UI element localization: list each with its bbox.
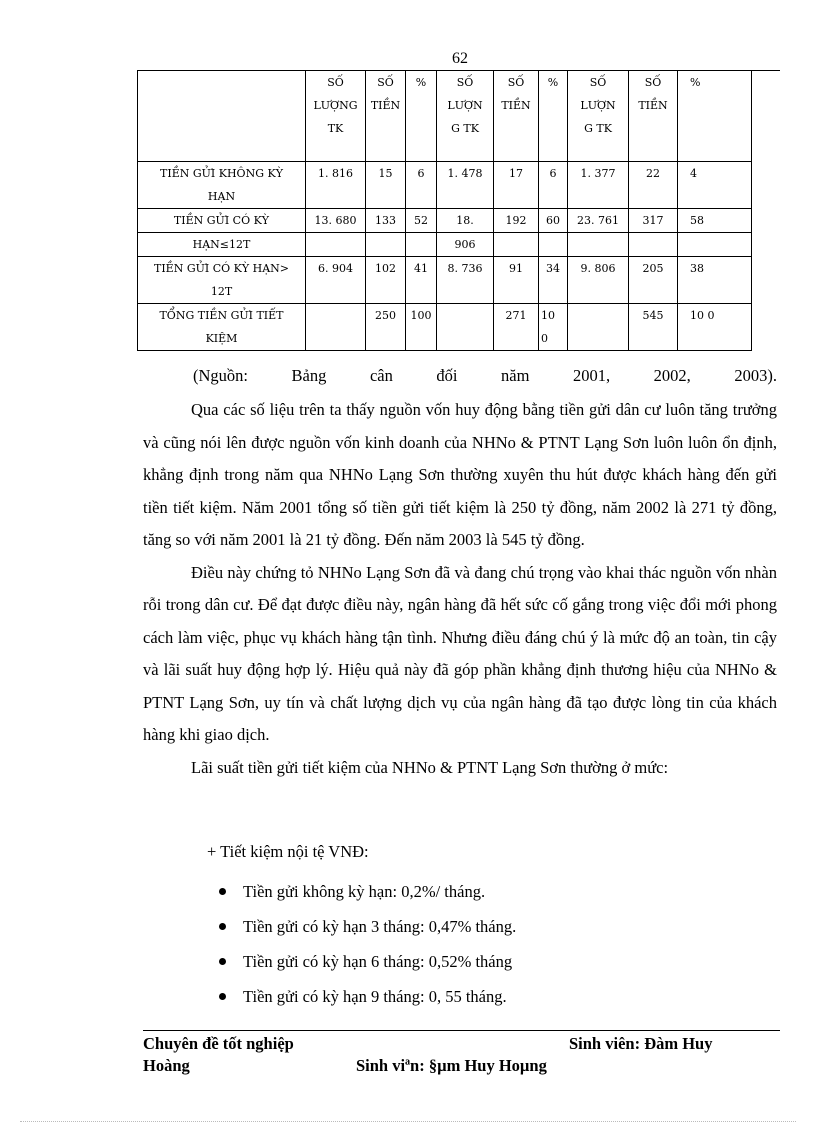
table-cell	[568, 304, 629, 351]
bullet-icon	[219, 958, 226, 965]
table-cell: 17	[494, 162, 539, 209]
source-word: cân	[369, 366, 393, 385]
table-cell: 1. 478	[437, 162, 494, 209]
footer-rule	[143, 1030, 780, 1031]
table-cell	[306, 233, 366, 257]
paragraph: Qua các số liệu trên ta thấy nguồn vốn huy động bằng tiền gửi dân cư luôn tăng trưởng và cũng nói lên được nguồn vốn kinh doanh của NHNo & PTNT Lạng Sơn luôn luôn ổn định, khẳng định trong năm qua NHNo Lạng Sơn thường xuyên thu hút được khách hàng đến gửi tiền tiết kiệm. Năm 2001 tổng số tiền gửi tiết kiệm là 250 tỷ đồng, năm 2002 là 271 tỷ đồng, tăng so với năm 2001 là 21 tỷ đồng. Đến năm 2003 là 545 tỷ đồng.	[143, 400, 777, 549]
table-header-cell: SỐ TIỀN	[629, 71, 678, 162]
table-cell: 317	[629, 209, 678, 233]
table-cell: 133	[366, 209, 406, 233]
table-cell: 10 0	[678, 304, 752, 351]
table-header-cell: %	[406, 71, 437, 162]
table-row-label: TIỀN GỬI CÓ KỲ	[138, 209, 306, 233]
table-row	[138, 162, 752, 209]
table-cell: 15	[366, 162, 406, 209]
table-header-cell: SỐ TIỀN	[494, 71, 539, 162]
table-cell: 91	[494, 257, 539, 304]
footer-student-label: Sinh viên: Đàm Huy	[569, 1034, 713, 1053]
table-cell	[366, 233, 406, 257]
bullet-icon	[219, 923, 226, 930]
paragraph: Lãi suất tiền gửi tiết kiệm của NHNo & PTNT Lạng Sơn thường ở mức:	[191, 757, 669, 777]
table-cell: 23. 761	[568, 209, 629, 233]
table-header-cell: SỐ LƯỢN G TK	[568, 71, 629, 162]
table-cell: 10 0	[539, 304, 568, 351]
table-row-label: TỔNG TIỀN GỬI TIẾT KIỆM	[138, 304, 306, 351]
table-row	[138, 304, 752, 351]
list-item: Tiền gửi có kỳ hạn 9 tháng: 0, 55 tháng.	[193, 979, 516, 1014]
list-item: Tiền gửi không kỳ hạn: 0,2%/ tháng.	[193, 874, 516, 909]
table-cell: 58	[678, 209, 752, 233]
table-header-cell: SỐ LƯỢN G TK	[437, 71, 494, 162]
footer-garbled-student-label: Sinh viªn: §µm Huy Hoµng	[356, 1056, 547, 1075]
table-cell	[568, 233, 629, 257]
table-row-label: HẠN≤12T	[138, 233, 306, 257]
footer-student-surname: Hoàng	[143, 1056, 190, 1075]
table-cell: 8. 736	[437, 257, 494, 304]
table-cell: 6	[406, 162, 437, 209]
bullet-icon	[219, 993, 226, 1000]
list-item: Tiền gửi có kỳ hạn 3 tháng: 0,47% tháng.	[193, 909, 516, 944]
savings-deposit-table	[137, 70, 752, 351]
list-item: Tiền gửi có kỳ hạn 6 tháng: 0,52% tháng	[193, 944, 516, 979]
table-cell: 102	[366, 257, 406, 304]
table-cell: 192	[494, 209, 539, 233]
table-row	[138, 233, 752, 257]
source-word: 2003).	[734, 366, 777, 385]
table-source-note	[193, 366, 777, 386]
table-header-row	[138, 71, 752, 162]
body-text	[143, 394, 777, 784]
table-cell: 6. 904	[306, 257, 366, 304]
table-header-cell: SỐ LƯỢNG TK	[306, 71, 366, 162]
page-bottom-border	[20, 1121, 796, 1122]
table-row	[138, 209, 752, 233]
table-cell: 1. 816	[306, 162, 366, 209]
table-cell: 205	[629, 257, 678, 304]
sub-heading: + Tiết kiệm nội tệ VNĐ:	[207, 842, 369, 861]
footer-thesis-label: Chuyên đề tốt nghiệp	[143, 1034, 294, 1053]
table-row	[138, 257, 752, 304]
table-cell: 250	[366, 304, 406, 351]
paragraph: Điều này chứng tỏ NHNo Lạng Sơn đã và đang chú trọng vào khai thác nguồn vốn nhàn rỗi trong dân cư. Để đạt được điều này, ngân hàng đã hết sức cố gắng trong việc đổi mới phong cách làm việc, phục vụ khách hàng tận tình. Nhưng điều đáng chú ý là mức độ an toàn, tin cậy và lãi suất huy động hợp lý. Hiệu quả này đã góp phần khẳng định thương hiệu của NHNo & PTNT Lạng Sơn, uy tín và chất lượng dịch vụ của ngân hàng đã tạo được lòng tin của khách hàng khi giao dịch.	[143, 562, 777, 744]
table-header-cell: %	[539, 71, 568, 162]
table-header-cell: %	[678, 71, 752, 162]
table-cell	[437, 304, 494, 351]
source-word: năm	[501, 366, 530, 385]
table-cell: 9. 806	[568, 257, 629, 304]
table-cell: 18.	[437, 209, 494, 233]
table-cell: 52	[406, 209, 437, 233]
table-cell: 906	[437, 233, 494, 257]
table-header-cell	[138, 71, 306, 162]
source-word: 2001,	[573, 366, 611, 385]
bullet-list	[193, 874, 516, 1014]
table-cell: 22	[629, 162, 678, 209]
table-cell: 41	[406, 257, 437, 304]
table-cell: 13. 680	[306, 209, 366, 233]
table-cell: 100	[406, 304, 437, 351]
table-cell	[629, 233, 678, 257]
source-word: đối	[436, 366, 458, 385]
table-cell	[678, 233, 752, 257]
table-cell	[306, 304, 366, 351]
table-cell	[494, 233, 539, 257]
table-header-cell: SỐ TIỀN	[366, 71, 406, 162]
bullet-icon	[219, 888, 226, 895]
table-cell: 34	[539, 257, 568, 304]
table-cell: 60	[539, 209, 568, 233]
source-word: Bảng	[291, 366, 327, 385]
table-cell: 1. 377	[568, 162, 629, 209]
table-cell	[406, 233, 437, 257]
source-word: 2002,	[653, 366, 691, 385]
table-row-label: TIỀN GỬI KHÔNG KỲ HẠN	[138, 162, 306, 209]
table-cell: 6	[539, 162, 568, 209]
source-word: (Nguồn:	[193, 366, 248, 385]
table-cell: 4	[678, 162, 752, 209]
page-number: 62	[452, 50, 468, 67]
table-cell: 271	[494, 304, 539, 351]
table-row-label: TIỀN GỬI CÓ KỲ HẠN> 12T	[138, 257, 306, 304]
table-cell	[539, 233, 568, 257]
table-cell: 38	[678, 257, 752, 304]
table-cell: 545	[629, 304, 678, 351]
